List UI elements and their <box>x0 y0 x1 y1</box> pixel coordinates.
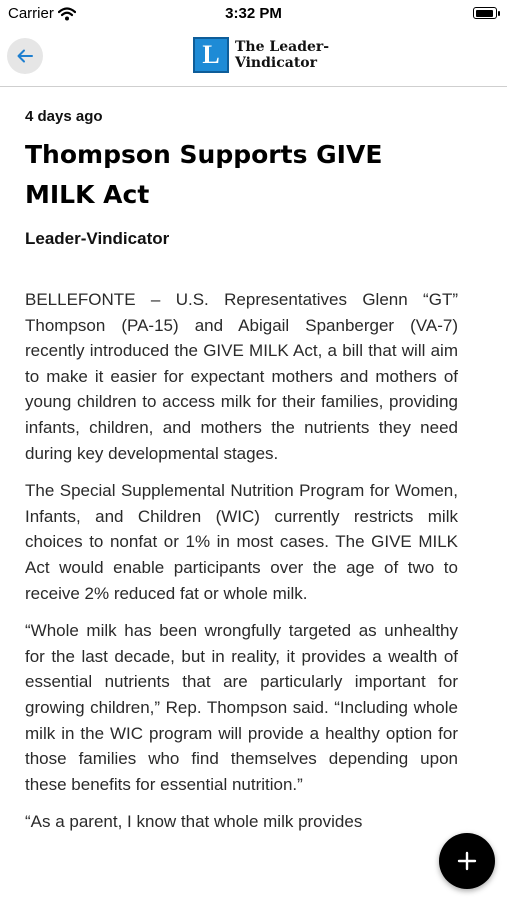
add-button[interactable] <box>439 833 495 889</box>
logo-line-1: The Leader- <box>235 39 330 55</box>
status-time: 3:32 PM <box>225 5 282 22</box>
plus-icon <box>457 851 477 871</box>
publication-logo <box>193 37 329 73</box>
status-bar <box>0 0 507 28</box>
article-headline: Thompson Supports GIVE MILK Act <box>25 140 383 209</box>
article-byline: Leader-Vindicator <box>25 229 170 248</box>
arrow-left-icon <box>17 49 33 63</box>
logo-wordmark <box>235 39 329 71</box>
article-paragraph: BELLEFONTE – U.S. Representatives Glenn “GT” Thompson (PA-15) and Abigail Spanberger (VA-7) recently introduced the GIVE MILK Act, a bill that will aim to make it easier for expectant mothers and mothers of young children to access milk for their families, providing infants, children, and mothers the nutrients they need during key developmental stages. <box>25 290 458 463</box>
article-paragraph: “As a parent, I know that whole milk provides <box>25 812 363 832</box>
article <box>25 108 458 847</box>
carrier-label: Carrier <box>8 5 54 22</box>
navigation-bar <box>0 28 507 87</box>
back-button[interactable] <box>7 38 43 74</box>
article-body <box>25 287 458 835</box>
article-paragraph: The Special Supplemental Nutrition Program for Women, Infants, and Children (WIC) currently restricts milk choices to nonfat or 1% in most cases. The GIVE MILK Act would enable participants over the age of two to receive 2% reduced fat or whole milk. <box>25 481 458 603</box>
article-timestamp: 4 days ago <box>25 108 103 125</box>
battery-icon <box>473 7 497 19</box>
article-paragraph: “Whole milk has been wrongfully targeted as unhealthy for the last decade, but in reality, it provides a wealth of essential nutrients that are particularly important for growing children,” Rep. Thompson said. “Including whole milk in the WIC program will provide a healthy option for those families who find themselves depending upon these benefits for essential nutrition.” <box>25 621 458 794</box>
battery-level <box>476 10 493 17</box>
logo-line-2: Vindicator <box>235 55 317 71</box>
logo-mark: L <box>193 37 229 73</box>
